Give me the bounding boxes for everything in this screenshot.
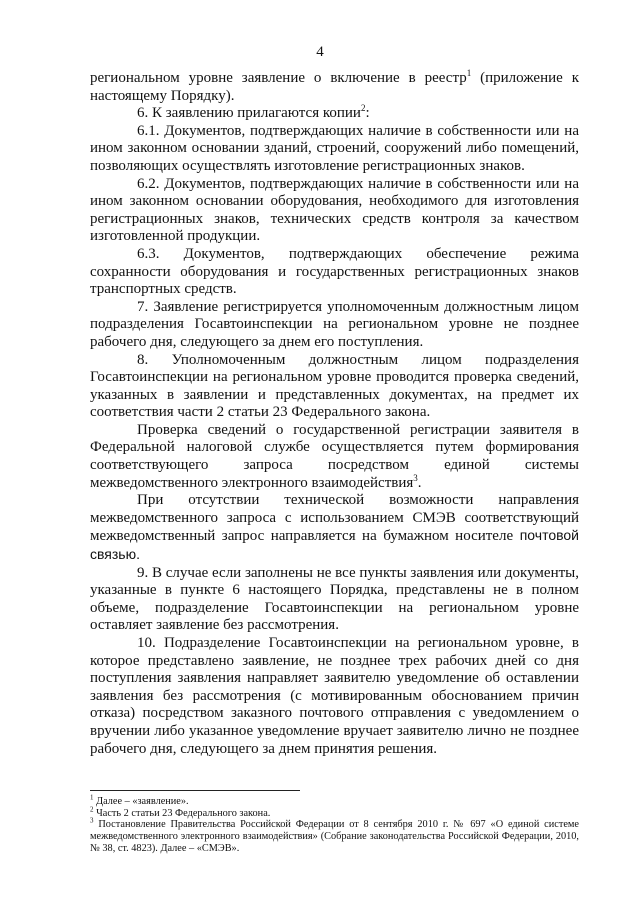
paragraph-verification xyxy=(90,422,579,492)
footnote xyxy=(90,793,579,808)
paragraph-text-inserted: почтовой связью. xyxy=(90,527,580,563)
page-number: 4 xyxy=(316,44,324,60)
paragraph-item-6-2: 6.2. Документов, подтверждающих наличие в собственности или на ином законном основании оборудования, необходимого для изготовления регистрационных знаков, технических средств контроля за качеством изготовленной продукции. xyxy=(90,175,579,245)
paragraph-item-6 xyxy=(90,105,579,123)
footnote xyxy=(90,805,579,820)
footnote-mark: 1 xyxy=(90,793,94,802)
paragraph-text: (приложение к настоящему Порядку). xyxy=(90,70,579,104)
paragraph-item-8: 8. Уполномоченным должностным лицом подразделения Госавтоинспекции на региональном уровне проводится проверка сведений, указанных в заявлении и представленных документах, на предмет их соответствия части 2 статьи 23 Федерального закона. xyxy=(90,351,579,421)
paragraph-item-9: 9. В случае если заполнены не все пункты заявления или документы, указанные в пункте 6 настоящего Порядка, представлены не в полном объеме, подразделение Госавтоинспекции на региональном уровне оставляет заявление без рассмотрения. xyxy=(90,564,579,634)
paragraph-continuation xyxy=(90,70,579,105)
paragraph-item-6-3: 6.3. Документов, подтверждающих обеспечение режима сохранности оборудования и государственных регистрационных знаков транспортных средств. xyxy=(90,245,579,298)
paragraph-text: : xyxy=(365,105,370,122)
footnotes xyxy=(90,793,579,855)
footnote xyxy=(90,816,579,854)
paragraph-text: . xyxy=(417,474,422,491)
paragraph-text: 6. К заявлению прилагаются копии xyxy=(137,105,361,122)
footnote-separator xyxy=(90,790,300,791)
paragraph-smev xyxy=(90,492,579,564)
paragraph-text: Проверка сведений о государственной регистрации заявителя в Федеральной налоговой службе осуществляется путем формирования соответствующего запроса посредством единой системы межведомственного электронного взаимодействия xyxy=(90,421,579,491)
footnote-mark: 3 xyxy=(90,816,94,825)
footnote-text: Постановление Правительства Российской Федерации от 8 сентября 2010 г. № 697 «О единой системе межведомственного электронного взаимодействия» (Собрание законодательства Российской Федерации, 2010, № 38, ст. 4823). Далее – «СМЭВ». xyxy=(90,819,579,854)
footnote-ref: 1 xyxy=(466,68,472,78)
document-body xyxy=(90,70,579,758)
paragraph-text: региональном уровне заявление о включение в реестр xyxy=(90,70,467,86)
footnote-ref: 2 xyxy=(360,103,366,114)
paragraph-text: При отсутствии технической возможности направления межведомственного запроса с использованием СМЭВ соответствующий межведомственный запрос направляется на бумажном носителе xyxy=(90,492,579,545)
paragraph-item-10: 10. Подразделение Госавтоинспекции на региональном уровне, в которое представлено заявление, не позднее трех рабочих дней со дня поступления заявления направляет заявителю уведомление об оставлении заявления без рассмотрения (с мотивированным обоснованием причин отказа) посредством заказного почтового отправления с уведомлением о вручении либо указанное уведомление вручает заявителю лично не позднее рабочего дня, следующего за днем принятия решения. xyxy=(90,635,579,757)
paragraph-item-7: 7. Заявление регистрируется уполномоченным должностным лицом подразделения Госавтоинспекции на региональном уровне не позднее рабочего дня, следующего за днем его поступления. xyxy=(90,298,579,350)
paragraph-item-6-1: 6.1. Документов, подтверждающих наличие в собственности или на ином законном основании зданий, строений, сооружений либо помещений, позволяющих осуществлять изготовление регистрационных знаков. xyxy=(90,122,579,174)
footnote-text: Часть 2 статьи 23 Федерального закона. xyxy=(93,807,271,819)
footnote-mark: 2 xyxy=(90,805,94,814)
footnote-text: Далее – «заявление». xyxy=(93,796,189,807)
footnote-ref: 3 xyxy=(413,472,418,483)
